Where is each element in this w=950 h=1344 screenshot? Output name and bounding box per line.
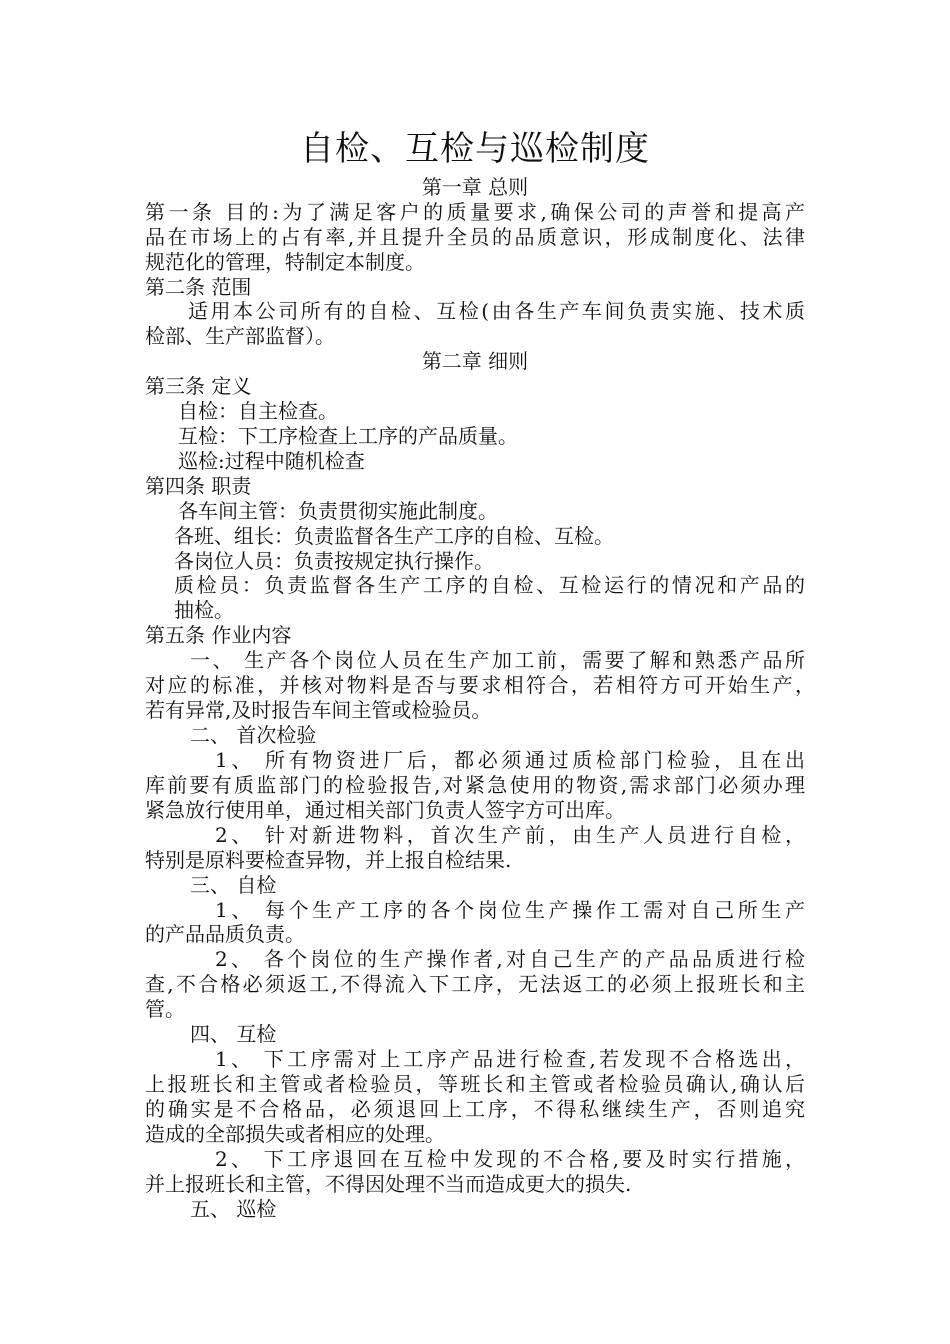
text-line: 各岗位人员：负责按规定执行操作。 [174, 549, 494, 573]
text-line: 三、 自检 [190, 873, 277, 897]
text-line: 1、 所有物资进厂后，都必须通过质检部门检验，且在出 [215, 748, 805, 772]
text-line: 一、 生产各个岗位人员在生产加工前，需要了解和熟悉产品所 [190, 648, 805, 672]
text-line: 的确实是不合格品，必须退回上工序，不得私继续生产，否则追究 [145, 1097, 805, 1121]
text-line: 若有异常,及时报告车间主管或检验员。 [145, 698, 492, 722]
text-line: 适用本公司所有的自检、互检(由各生产车间负责实施、技术质 [188, 299, 805, 323]
text-line: 2、 下工序退回在互检中发现的不合格,要及时实行措施， [215, 1147, 805, 1171]
text-line: 自检：自主检查。 [178, 399, 338, 423]
text-line: 上报班长和主管或者检验员，等班长和主管或者检验员确认,确认后 [145, 1072, 805, 1096]
text-line: 第一条 目的:为了满足客户的质量要求,确保公司的声誉和提高产 [145, 200, 805, 224]
text-line: 1、 下工序需对上工序产品进行检查,若发现不合格选出， [215, 1047, 805, 1071]
text-line: 特别是原料要检查异物，并上报自检结果. [145, 848, 512, 872]
chapter-heading: 第一章 总则 [421, 175, 529, 199]
text-line: 第二条 范围 [145, 275, 252, 299]
text-line: 第四条 职责 [145, 474, 252, 498]
text-line: 二、 首次检验 [190, 723, 317, 747]
text-line: 品在市场上的占有率,并且提升全员的品质意识，形成制度化、法律 [145, 225, 805, 249]
text-line: 紧急放行使用单，通过相关部门负责人签字方可出库。 [145, 798, 625, 822]
text-line: 的产品品质负责。 [145, 922, 305, 946]
text-line: 1、 每个生产工序的各个岗位生产操作工需对自己所生产 [215, 898, 805, 922]
text-line: 各班、组长：负责监督各生产工序的自检、互检。 [174, 524, 614, 548]
text-line: 互检：下工序检查上工序的产品质量。 [178, 424, 518, 448]
text-line: 检部、生产部监督）。 [145, 324, 335, 348]
text-line: 2、 各个岗位的生产操作者,对自己生产的产品品质进行检 [215, 947, 805, 971]
text-line: 查,不合格必须返工,不得流入下工序，无法返工的必须上报班长和主 [145, 972, 805, 996]
text-line: 对应的标准，并核对物料是否与要求相符合，若相符方可开始生产， [145, 673, 815, 697]
text-line: 库前要有质监部门的检验报告,对紧急使用的物资,需求部门必须办理 [145, 773, 805, 797]
document-title: 自检、互检与巡检制度 [300, 129, 650, 169]
text-line: 规范化的管理，特制定本制度。 [145, 250, 425, 274]
text-line: 四、 互检 [190, 1022, 277, 1046]
text-line: 质检员：负责监督各生产工序的自检、互检运行的情况和产品的 [174, 573, 805, 597]
text-line: 并上报班长和主管，不得因处理不当而造成更大的损失. [145, 1172, 632, 1196]
text-line: 第三条 定义 [145, 374, 252, 398]
text-line: 五、 巡检 [190, 1197, 277, 1221]
chapter-heading: 第二章 细则 [421, 349, 529, 373]
text-line: 各车间主管：负责贯彻实施此制度。 [178, 499, 498, 523]
text-line: 造成的全部损失或者相应的处理。 [145, 1122, 445, 1146]
text-line: 抽检。 [174, 598, 234, 622]
text-line: 第五条 作业内容 [145, 623, 292, 647]
text-line: 管。 [145, 997, 185, 1021]
text-line: 2、 针对新进物料，首次生产前，由生产人员进行自检， [215, 823, 805, 847]
text-line: 巡检:过程中随机检查 [178, 449, 365, 473]
